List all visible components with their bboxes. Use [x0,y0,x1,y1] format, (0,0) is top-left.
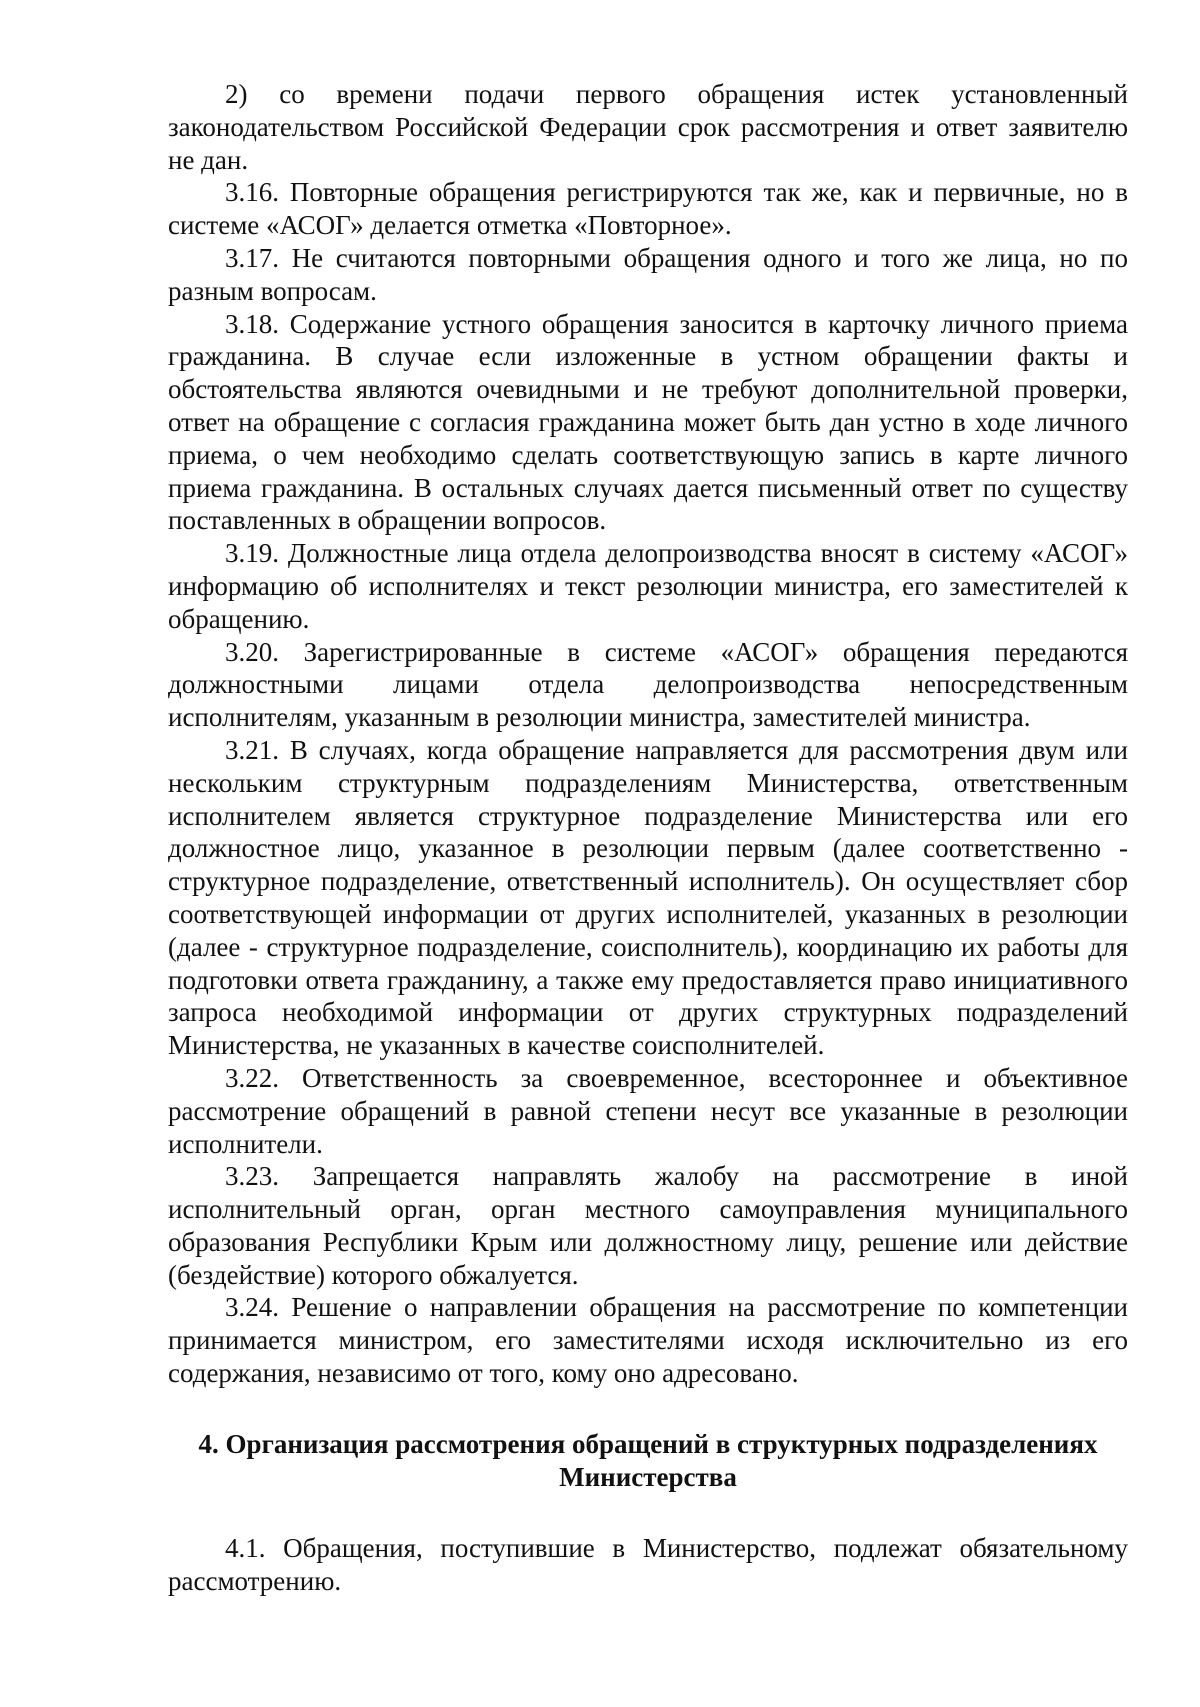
paragraph-3-21: 3.21. В случаях, когда обращение направляется для рассмотрения двум или нескольким структурным подразделениям Министерства, ответственным исполнителем является структурное подразделение Министерства или его должностное лицо, указанное в резолюции первым (далее соответственно - структурное подразделение, ответственный исполнитель). Он осуществляет сбор соответствующей информации от других исполнителей, указанных в резолюции (далее - структурное подразделение, соисполнитель), координацию их работы для подготовки ответа гражданину, а также ему предоставляется право инициативного запроса необходимой информации от других структурных подразделений Министерства, не указанных в качестве соисполнителей. [168,734,1128,1061]
paragraph-3-20: 3.20. Зарегистрированные в системе «АСОГ» обращения передаются должностными лицами отдела делопроизводства непосредственным исполнителям, указанным в резолюции министра, заместителей министра. [168,636,1128,733]
paragraph-3-16: 3.16. Повторные обращения регистрируются так же, как и первичные, но в системе «АСОГ» делается отметка «Повторное». [168,177,1128,241]
paragraph-4-1: 4.1. Обращения, поступившие в Министерство, подлежат обязательному рассмотрению. [168,1532,1128,1596]
paragraph-item-2: 2) со времени подачи первого обращения истек установленный законодательством Российской Федерации срок рассмотрения и ответ заявителю не дан. [168,79,1128,175]
paragraph-3-18: 3.18. Содержание устного обращения заносится в карточку личного приема гражданина. В случае если изложенные в устном обращении факты и обстоятельства являются очевидными и не требуют дополнительной проверки, ответ на обращение с согласия гражданина может быть дан устно в ходе личного приема, о чем необходимо сделать соответствующую запись в карте личного приема гражданина. В остальных случаях дается письменный ответ по существу поставленных в обращении вопросов. [168,308,1128,536]
section-heading: 4. Организация рассмотрения обращений в структурных подразделениях Министерства [198,1428,1098,1492]
paragraph-3-19: 3.19. Должностные лица отдела делопроизводства вносят в систему «АСОГ» информацию об исполнителях и текст резолюции министра, его заместителей к обращению. [168,538,1128,634]
paragraph-3-17: 3.17. Не считаются повторными обращения одного и того же лица, но по разным вопросам. [168,242,1128,306]
paragraph-3-24: 3.24. Решение о направлении обращения на рассмотрение по компетенции принимается министром, его заместителями исходя исключительно из его содержания, независимо от того, кому оно адресовано. [168,1292,1128,1389]
paragraph-3-23: 3.23. Запрещается направлять жалобу на рассмотрение в иной исполнительный орган, орган местного самоуправления муниципального образования Республики Крым или должностному лицу, решение или действие (бездействие) которого обжалуется. [168,1161,1128,1290]
document-body [168,78,1128,1597]
paragraph-3-22: 3.22. Ответственность за своевременное, всестороннее и объективное рассмотрение обращений в равной степени несут все указанные в резолюции исполнители. [168,1062,1128,1159]
